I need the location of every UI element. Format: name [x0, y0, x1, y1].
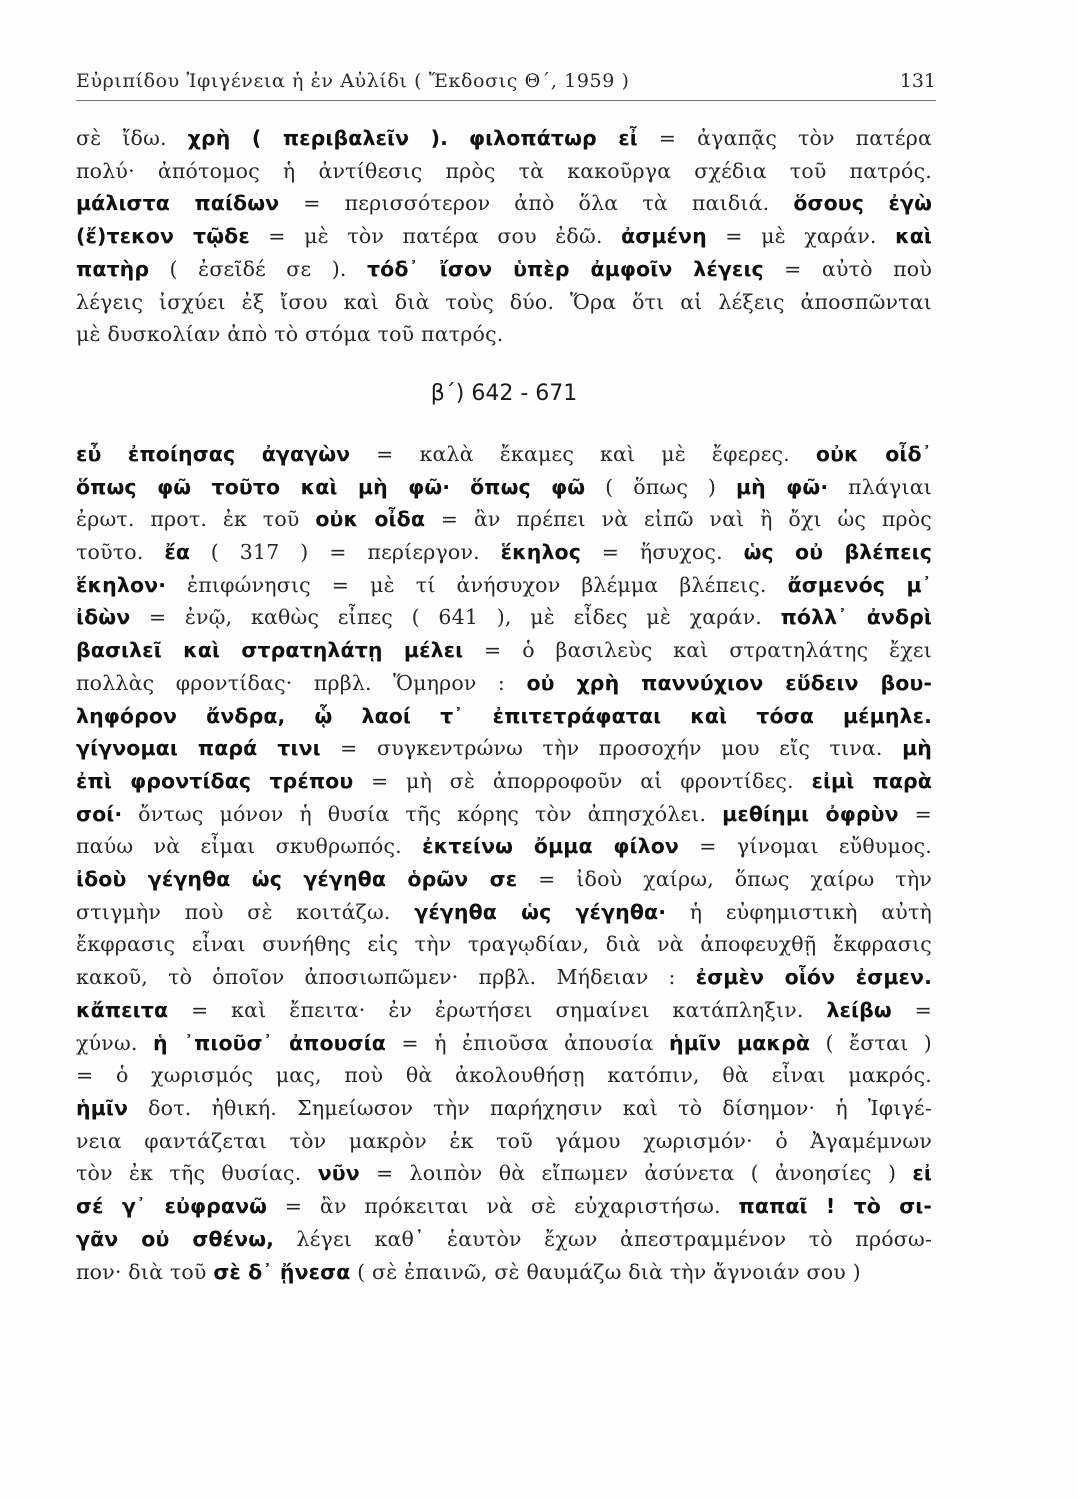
text-line	[76, 700, 932, 733]
lemma-text: εἰ	[912, 1161, 932, 1186]
lemma-text: ἕκηλον·	[76, 572, 167, 597]
lemma-text: μὴ	[902, 736, 932, 761]
gloss-text: = ἡ ἐπιοῦσα ἀπουσία	[385, 1030, 670, 1055]
gloss-text: ( ἔσται )	[810, 1030, 933, 1055]
gloss-text: = καλὰ ἔκαμες καὶ μὲ ἔφερες.	[350, 441, 816, 466]
lemma-text: ἰδοὺ γέγηθα ὡς γέγηθα ὁρῶν σε	[76, 867, 518, 892]
lemma-text: λείβω	[826, 997, 892, 1022]
text-line	[76, 1190, 932, 1223]
lemma-text: ἡμῖν μακρὰ	[669, 1030, 811, 1055]
gloss-text: ἐπιφώνησις = μὲ τί ἀνήσυχον βλέμμα βλέπεις.	[166, 572, 788, 597]
gloss-text: ( 317 ) = περίεργον.	[190, 540, 501, 565]
gloss-text: πον· διὰ τοῦ	[76, 1259, 214, 1284]
header-title: Εὐριπίδου Ἰφιγένεια ἡ ἐν Αὐλίδι ( Ἔκδοσις Θ΄, 1959 )	[76, 70, 630, 92]
gloss-text: δοτ. ἠθική. Σημείωσον τὴν παρήχησιν καὶ τὸ δίσημον· ἡ Ἰφιγέ-	[128, 1095, 932, 1120]
gloss-text: μὲ δυσκολίαν ἀπὸ τὸ στόμα τοῦ πατρός.	[76, 322, 504, 347]
lemma-text: καὶ	[895, 224, 933, 249]
lemma-text: ἕκηλος	[500, 540, 581, 565]
lemma-text: γέγηθα ὡς γέγηθα·	[414, 899, 667, 924]
text-line	[76, 253, 932, 286]
gloss-text: = συγκεντρώνω τὴν προσοχήν μου εἴς τινα.	[320, 736, 903, 761]
text-line	[76, 155, 932, 188]
lemma-text: γᾶν οὐ σθένω,	[76, 1226, 275, 1251]
lemma-text: ληφόρον ἄνδρα, ᾧ λαοί τ᾽ ἐπιτετράφαται καὶ τόσα μέμηλε.	[76, 703, 932, 728]
lemma-text: ἡμῖν	[76, 1095, 129, 1120]
text-line	[76, 1092, 932, 1125]
lemma-text: μάλιστα παίδων	[76, 191, 280, 216]
running-header	[76, 68, 936, 101]
gloss-text: ἔκφρασις εἶναι συνήθης εἰς τὴν τραγῳδίαν, διὰ νὰ ἀποφευχθῇ ἔκφρασις	[76, 932, 932, 957]
gloss-text: κακοῦ, τὸ ὁποῖον ἀποσιωπῶμεν· πρβλ. Μήδειαν :	[76, 965, 696, 990]
gloss-text: ὄντως μόνον ἡ θυσία τῆς κόρης τὸν ἀπησχόλει.	[122, 801, 723, 826]
gloss-text: = ἐνῷ, καθὼς εἶπες ( 641 ), μὲ εἶδες μὲ χαράν.	[130, 605, 781, 630]
gloss-text: = ἂν πρέπει νὰ εἰπῶ ναὶ ἢ ὄχι ὡς πρὸς	[425, 507, 932, 532]
text-line	[76, 896, 932, 929]
gloss-text: = λοιπὸν θὰ εἴπωμεν ἀσύνετα ( ἀνοησίες )	[359, 1161, 913, 1186]
gloss-text: σὲ ἴδω.	[76, 126, 188, 150]
lemma-text: ὅπως φῶ	[470, 474, 586, 499]
text-line	[76, 438, 932, 471]
text-line	[76, 994, 932, 1027]
lemma-text: κἄπειτα	[76, 997, 169, 1022]
lemma-text: ἔα	[164, 540, 191, 565]
gloss-text: = ἥσυχος.	[580, 540, 744, 565]
gloss-text: = αὐτὸ ποὺ	[763, 256, 932, 281]
page-body	[76, 122, 932, 1288]
gloss-text: = καὶ ἔπειτα· ἐν ἐρωτήσει σημαίνει κατάπληξιν.	[168, 997, 827, 1022]
gloss-text: ( ὅπως )	[585, 474, 736, 499]
gloss-text: χύνω.	[76, 1030, 154, 1055]
lemma-text: ἐπὶ φροντίδας τρέπου	[76, 768, 354, 793]
lemma-text: σὲ δ᾽ ᾔνεσα	[213, 1259, 351, 1284]
lemma-text: σοί·	[76, 801, 123, 826]
gloss-text: πολύ· ἀπότομος ἡ ἀντίθεσις πρὸς τὰ κακοῦργα σχέδια τοῦ πατρός.	[76, 158, 932, 183]
lemma-text: σέ γ᾽ εὐφρανῶ	[76, 1194, 268, 1219]
gloss-text: = ὁ βασιλεὺς καὶ στρατηλάτης ἔχει	[463, 638, 932, 663]
text-line	[76, 1223, 932, 1256]
gloss-text	[450, 475, 470, 499]
lemma-text: ὅσους ἐγὼ	[793, 191, 933, 216]
lemma-text: ἡ ᾽πιοῦσ᾽ ἀπουσία	[153, 1030, 386, 1055]
text-line	[76, 830, 932, 863]
lemma-text: ἄσμενός μ᾽	[787, 572, 933, 597]
lemma-text: τόδ᾽ ἴσον ὑπὲρ ἀμφοῖν λέγεις	[367, 256, 764, 281]
lemma-text: νῦν	[317, 1161, 360, 1186]
text-line	[76, 187, 932, 220]
paragraph-commentary-part1	[76, 122, 932, 351]
lemma-text: οὐκ οἶδ᾽	[815, 441, 932, 466]
text-line	[76, 667, 932, 700]
lemma-text: βασιλεῖ καὶ στρατηλάτῃ μέλει	[76, 638, 464, 663]
text-line	[76, 1027, 932, 1060]
text-line	[76, 798, 932, 831]
text-line	[76, 569, 932, 602]
gloss-text: ( σὲ ἐπαινῶ, σὲ θαυμάζω διὰ τὴν ἄγνοιάν σου )	[350, 1259, 861, 1284]
lemma-text: εἰμὶ παρὰ	[811, 768, 932, 793]
lemma-text: παπαῖ ! τὸ σι-	[738, 1194, 932, 1219]
gloss-text: ( ἐσεῖδέ σε ).	[149, 256, 367, 281]
gloss-text: = ἰδοὺ χαίρω, ὅπως χαίρω τὴν	[517, 867, 932, 892]
text-line	[76, 1157, 932, 1190]
gloss-text: = ὁ χωρισμός μας, ποὺ θὰ ἀκολουθήσῃ κατόπιν, θὰ εἶναι μακρός.	[76, 1063, 932, 1088]
gloss-text: = μὴ σὲ ἀπορροφοῦν αἱ φροντίδες.	[353, 768, 812, 793]
gloss-text: πλάγιαι	[828, 474, 933, 499]
gloss-text: παύω νὰ εἶμαι σκυθρωπός.	[76, 834, 423, 859]
lemma-text: ὅπως φῶ τοῦτο καὶ μὴ φῶ·	[76, 474, 451, 499]
gloss-text: ἐρωτ. προτ. ἐκ τοῦ	[76, 507, 316, 532]
text-line	[76, 1125, 932, 1158]
lemma-text: οὐ χρὴ παννύχιον εὕδειν βου-	[526, 670, 933, 695]
text-line	[76, 928, 932, 961]
lemma-text: μὴ φῶ·	[736, 474, 829, 499]
gloss-text: λέγει καθ᾽ ἑαυτὸν ἔχων ἀπεστραμμένον τὸ πρόσω-	[274, 1226, 932, 1251]
text-line	[76, 122, 932, 155]
gloss-text: νεια φαντάζεται τὸν μακρὸν ἐκ τοῦ γάμου χωρισμόν· ὁ Ἀγαμέμνων	[76, 1128, 932, 1153]
gloss-text: = μὲ χαράν.	[706, 224, 896, 249]
text-line	[76, 961, 932, 994]
gloss-text: = ἂν πρόκειται νὰ σὲ εὐχαριστήσω.	[267, 1194, 739, 1219]
lemma-text: ἀσμένη	[621, 224, 707, 249]
lemma-text: γίγνομαι παρά τινι	[76, 736, 321, 761]
text-line	[76, 732, 932, 765]
text-line	[76, 286, 932, 319]
text-line	[76, 863, 932, 896]
gloss-text: = μὲ τὸν πατέρα σου ἐδῶ.	[249, 224, 622, 249]
lemma-text: πατὴρ	[76, 256, 150, 281]
lemma-text: πόλλ᾽ ἀνδρὶ	[780, 605, 932, 630]
lemma-text: μεθίημι ὀφρὺν	[722, 801, 899, 826]
gloss-text: στιγμὴν ποὺ σὲ κοιτάζω.	[76, 899, 415, 924]
lemma-text: ἰδὼν	[76, 605, 131, 630]
gloss-text: = ἀγαπᾷς τὸν πατέρα	[637, 126, 932, 150]
gloss-text	[448, 126, 469, 150]
gloss-text: = γίνομαι εὔθυμος.	[678, 834, 933, 859]
text-line	[76, 536, 932, 569]
page-number: 131	[899, 70, 936, 92]
text-line	[76, 220, 932, 253]
text-line	[76, 503, 932, 536]
lemma-text: ἐκτείνω ὄμμα φίλον	[422, 834, 679, 859]
gloss-text: = περισσότερον ἀπὸ ὅλα τὰ παιδιά.	[279, 191, 794, 216]
section-heading: β΄) 642 - 671	[430, 380, 578, 406]
lemma-text: οὐκ οἶδα	[315, 507, 426, 532]
text-line	[76, 601, 932, 634]
gloss-text: τὸν ἐκ τῆς θυσίας.	[76, 1161, 318, 1186]
text-line	[76, 318, 932, 351]
lemma-text: εὖ ἐποίησας ἀγαγὼν	[76, 441, 351, 466]
paragraph-commentary-part2	[76, 438, 932, 1288]
gloss-text: λέγεις ἰσχύει ἐξ ἴσου καὶ διὰ τοὺς δύο. Ὅρα ὅτι αἱ λέξεις ἀποσπῶνται	[76, 289, 932, 314]
text-line	[76, 765, 932, 798]
lemma-text: ἐσμὲν οἷόν ἐσμεν.	[695, 965, 932, 990]
lemma-text: (ἔ)τεκον τῷδε	[76, 224, 250, 249]
text-line	[76, 1059, 932, 1092]
gloss-text: ἡ εὐφημιστικὴ αὐτὴ	[666, 899, 932, 924]
gloss-text: =	[898, 801, 932, 826]
text-line	[76, 634, 932, 667]
gloss-text: =	[891, 997, 933, 1022]
lemma-text: χρὴ ( περιβαλεῖν ).	[187, 126, 449, 150]
lemma-text: φιλοπάτωρ εἶ	[468, 126, 638, 150]
text-line	[76, 1256, 932, 1289]
gloss-text: πολλὰς φροντίδας· πρβλ. Ὅμηρον :	[76, 670, 527, 695]
text-line	[76, 471, 932, 504]
lemma-text: ὡς οὐ βλέπεις	[743, 540, 932, 565]
gloss-text: τοῦτο.	[76, 540, 165, 565]
